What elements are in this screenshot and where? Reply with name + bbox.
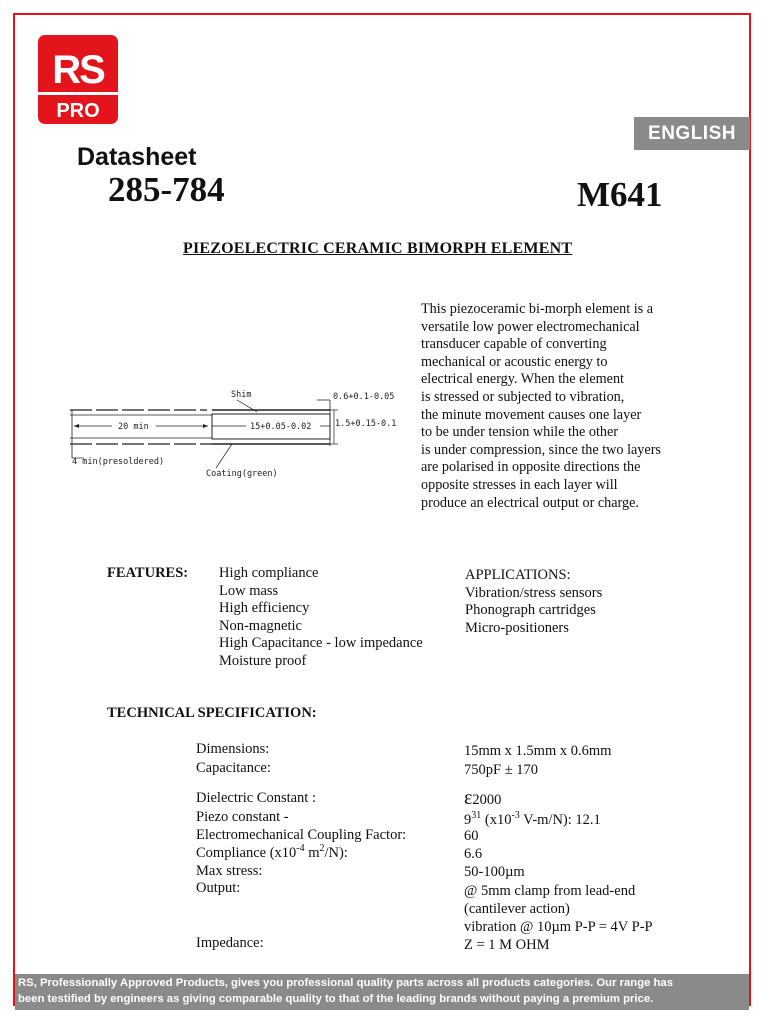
spec-value-impedance: Z = 1 M OHM [464,937,550,953]
application-item: Vibration/stress sensors [465,584,603,601]
diagram-presoldered-label: 4 min(presoldered) [72,457,165,467]
description [421,301,691,512]
svg-text:RS: RS [52,48,104,92]
description-line: This piezoceramic bi-morph element is a [421,301,654,317]
spec-label-capacitance: Capacitance: [196,760,271,776]
description-line: to be under tension while the other [421,424,618,441]
spec-value-capacitance: 750pF ± 170 [464,762,539,778]
applications-list [465,567,602,637]
spec-value-dielectric [464,787,501,810]
dielectric-value: 2000 [472,792,502,808]
spec-value-output-3: vibration @ 10µm P-P = 4V P-P [464,919,653,935]
applications-heading: APPLICATIONS: [465,567,571,583]
footer-line: been testified by engineers as giving comparable quality to that of the leading brands without paying a premium price. [18,993,654,1005]
diagram-body-length-label: 15+0.05-0.02 [250,422,312,432]
spec-label-coupling: Electromechanical Coupling Factor: [196,827,407,843]
feature-item: Moisture proof [219,652,307,669]
spec-label-output: Output: [196,880,241,896]
description-line: is under compression, since the two layers [421,441,661,458]
spec-value-coupling: 60 [464,828,479,844]
description-line: the minute movement causes one layer [421,406,642,423]
footer-line: RS, Professionally Approved Products, gives you professional quality parts across all products categories. Our range has [18,977,673,989]
spec-label-dielectric: Dielectric Constant : [196,790,316,806]
description-line: transducer capable of converting [421,336,607,353]
diagram-lead-length-label: 20 min [118,422,149,432]
description-line: produce an electrical output or charge. [421,494,639,511]
description-line: opposite stresses in each layer will [421,476,618,493]
spec-value-dimensions: 15mm x 1.5mm x 0.6mm [464,743,612,759]
description-line: versatile low power electromechanical [421,318,640,335]
description-line: electrical energy. When the element [421,371,624,388]
features-heading: FEATURES: [107,565,189,581]
stock-number: 285-784 [108,170,225,209]
feature-item: High Capacitance - low impedance [219,635,423,652]
spec-value-max-stress: 50-100µm [464,864,525,880]
feature-item: Low mass [219,582,279,599]
epsilon-symbol: ε [464,787,473,809]
spec-value-compliance: 6.6 [464,846,483,862]
feature-item: Non-magnetic [219,617,302,634]
compliance-exp2: 2 [319,843,325,854]
diagram-shim-label: Shim [231,390,252,400]
diagram-width-label: 1.5+0.15-0.1 [335,419,397,429]
spec-value-output-2: (cantilever action) [464,901,570,917]
datasheet-label: Datasheet [77,143,197,171]
diagram-coating-label: Coating(green) [206,469,278,479]
diagram-thickness-label: 0.6+0.1-0.05 [333,392,395,402]
compliance-tail: /N): [324,844,348,861]
application-item: Micro-positioners [465,619,569,636]
model-number: M641 [577,175,663,214]
spec-label-max-stress: Max stress: [196,863,263,879]
features-list [219,565,423,671]
document-title: PIEZOELECTRIC CERAMIC BIMORPH ELEMENT [183,240,573,257]
feature-item: High efficiency [219,600,310,617]
rs-pro-logo [38,35,118,124]
spec-label-dimensions: Dimensions: [196,741,270,757]
piezo-tail: V-m/N): 12.1 [519,811,601,828]
compliance-mid: m [304,844,320,861]
footer-banner [15,974,749,1010]
spec-label-piezo: Piezo constant - [196,809,289,825]
description-line: mechanical or acoustic energy to [421,353,608,370]
tech-spec-heading: TECHNICAL SPECIFICATION: [107,705,317,721]
compliance-base: Compliance (x10 [196,844,297,861]
spec-value-piezo [464,810,601,829]
language-tag: ENGLISH [634,117,750,150]
piezo-base: 9 [464,811,472,828]
description-line: are polarised in opposite directions the [421,459,641,476]
spec-label-compliance [196,843,348,862]
spec-label-impedance: Impedance: [196,935,264,951]
compliance-exp1: -4 [296,843,305,854]
piezo-exp: -3 [511,810,520,821]
bimorph-dimension-drawing [62,382,402,482]
piezo-sup: 31 [471,810,482,821]
spec-value-output: @ 5mm clamp from lead-end [464,883,636,899]
application-item: Phonograph cartridges [465,602,596,619]
description-line: is stressed or subjected to vibration, [421,388,625,405]
svg-text:PRO: PRO [56,100,100,122]
feature-item: High compliance [219,565,319,581]
piezo-mid: (x10 [481,811,512,828]
